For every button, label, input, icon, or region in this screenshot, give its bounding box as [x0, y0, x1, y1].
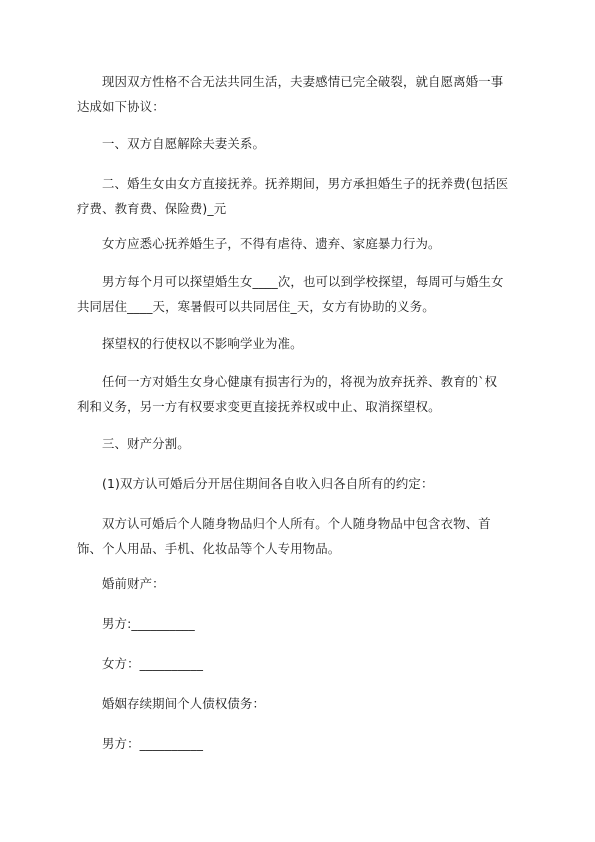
paragraph-premarital-heading: 婚前财产： [102, 576, 165, 591]
paragraph-harm-clause: 任何一方对婚生女身心健康有损害行为的，将视为放弃抚养、教育的`权利和义务，另一方有权要求变更直接抚养权或中止、取消探望权。 [77, 374, 498, 414]
paragraph-clause-one: 一、双方自愿解除夫妻关系。 [102, 136, 266, 151]
paragraph-debts-male: 男方：__________ [102, 736, 204, 751]
paragraph-visitation-limit: 探望权的行使权以不影响学业为准。 [102, 336, 303, 351]
paragraph-clause-three: 三、财产分割。 [102, 436, 190, 451]
paragraph-clause-two: 二、婚生女由女方直接抚养。抚养期间，男方承担婚生子的抚养费(包括医疗费、教育费、保险费)_元 [77, 176, 509, 216]
paragraph-premarital-female: 女方：__________ [102, 656, 204, 671]
paragraph-visitation: 男方每个月可以探望婚生女____次，也可以到学校探望，每周可与婚生女共同居住____天，寒暑假可以共同居住_天，女方有协助的义务。 [77, 274, 504, 314]
paragraph-intro: 现因双方性格不合无法共同生活，夫妻感情已完全破裂，就自愿离婚一事达成如下协议： [77, 74, 504, 114]
paragraph-debts-heading: 婚姻存续期间个人债权债务： [102, 696, 266, 711]
paragraph-income-agreement: (1)双方认可婚后分开居住期间各自收入归各自所有的约定： [102, 476, 434, 491]
paragraph-premarital-male: 男方:__________ [102, 616, 195, 631]
paragraph-care-duty: 女方应悉心抚养婚生子，不得有虐待、遗弃、家庭暴力行为。 [102, 236, 441, 251]
paragraph-personal-items: 双方认可婚后个人随身物品归个人所有。个人随身物品中包含衣物、首饰、个人用品、手机、化妆品等个人专用物品。 [77, 516, 491, 556]
